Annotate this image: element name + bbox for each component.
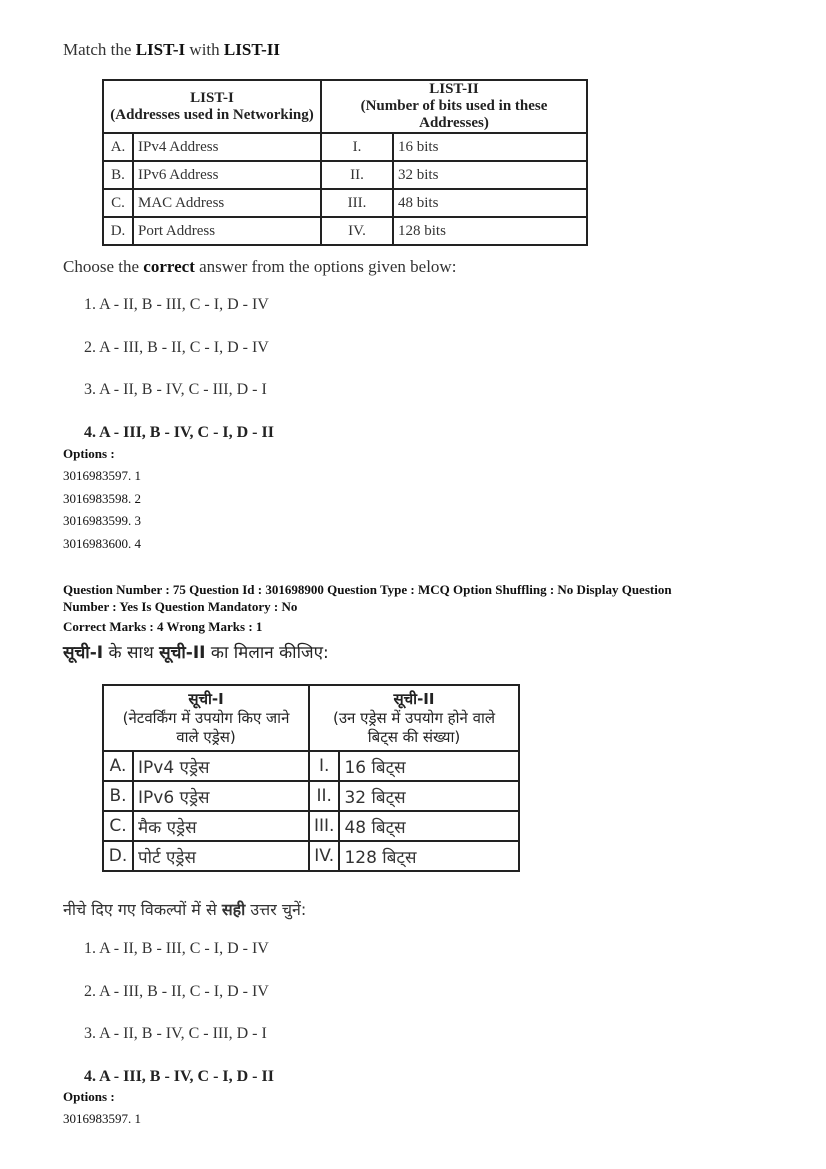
q1-match-table (102, 79, 588, 246)
row-letter: D. (103, 217, 133, 245)
row-roman: III. (321, 189, 393, 217)
row-item: IPv4 Address (133, 133, 321, 161)
q1-col1-title: LIST-I (190, 89, 234, 106)
row-letter: A. (103, 133, 133, 161)
row-item: IPv6 Address (133, 161, 321, 189)
q1-options-label (63, 446, 115, 462)
q1-instruction-mid: with (185, 40, 224, 59)
q2-answer-4: 4. A - III, B - IV, C - I, D - II (84, 1068, 274, 1085)
row-item: पोर्ट एड्रेस (133, 841, 309, 871)
q1-instruction (63, 40, 280, 60)
question-meta-line3: Correct Marks : 4 Wrong Marks : 1 (63, 619, 263, 634)
q2-instruction-mid: के साथ (103, 643, 160, 663)
q2-instruction (63, 640, 329, 663)
row-letter: C. (103, 811, 133, 841)
row-item: MAC Address (133, 189, 321, 217)
q2-col1-header (103, 685, 309, 751)
q2-answer-3: 3. A - II, B - IV, C - III, D - I (84, 1025, 267, 1042)
q2-choose-text (63, 898, 306, 920)
row-value: 128 बिट्स (339, 841, 519, 871)
row-roman: I. (321, 133, 393, 161)
q2-col2-title: सूची-II (393, 689, 435, 708)
question-meta-line1: Question Number : 75 Question Id : 301698900 Question Type : MCQ Option Shuffling : No Display Question (63, 582, 672, 597)
q1-option-id-2: 3016983598. 2 (63, 491, 141, 506)
row-roman: III. (309, 811, 339, 841)
q1-answer-4: 4. A - III, B - IV, C - I, D - II (84, 424, 274, 441)
row-item: मैक एड्रेस (133, 811, 309, 841)
row-letter: C. (103, 189, 133, 217)
row-roman: IV. (309, 841, 339, 871)
row-value: 48 bits (393, 189, 587, 217)
question-meta-line2: Number : Yes Is Question Mandatory : No (63, 599, 298, 614)
row-item: Port Address (133, 217, 321, 245)
q1-table-header (103, 80, 587, 133)
q1-option-id-4: 3016983600. 4 (63, 536, 141, 551)
table-row (103, 781, 519, 811)
q2-instruction-list2: सूची-II (159, 643, 206, 663)
table-row (103, 217, 587, 245)
q2-table-header (103, 685, 519, 751)
q2-col2-subtitle-2: बिट्स की संख्या) (367, 727, 461, 746)
q1-col2-subtitle: (Number of bits used in these Addresses) (360, 98, 548, 131)
q2-answer-2: 2. A - III, B - II, C - I, D - IV (84, 983, 269, 1000)
row-value: 32 बिट्स (339, 781, 519, 811)
q2-instruction-list1: सूची-I (63, 643, 104, 663)
q1-col1-subtitle: (Addresses used in Networking) (110, 106, 314, 123)
q2-col2-header (309, 685, 519, 751)
row-roman: I. (309, 751, 339, 781)
q1-col1-header (103, 80, 321, 133)
table-row (103, 751, 519, 781)
q2-choose-bold: सही (221, 900, 246, 919)
q1-instruction-list1: LIST-I (135, 40, 186, 59)
q1-choose-pre: Choose the (63, 257, 144, 276)
q2-col1-subtitle-1: (नेटवर्किंग में उपयोग किए जाने (122, 708, 290, 727)
q2-col2-subtitle-1: (उन एड्रेस में उपयोग होने वाले (332, 708, 495, 727)
q1-instruction-list2: LIST-II (223, 40, 280, 59)
q1-instruction-text: Match the (63, 40, 136, 59)
row-value: 16 बिट्स (339, 751, 519, 781)
q1-choose-bold: correct (143, 257, 195, 276)
q1-options-label-text: Options : (63, 446, 115, 461)
q1-answer-3: 3. A - II, B - IV, C - III, D - I (84, 381, 267, 398)
row-roman: IV. (321, 217, 393, 245)
q1-answer-2: 2. A - III, B - II, C - I, D - IV (84, 339, 269, 356)
table-row (103, 133, 587, 161)
q2-match-table (102, 684, 520, 872)
q1-answer-1: 1. A - II, B - III, C - I, D - IV (84, 296, 269, 313)
q2-col1-subtitle-2: वाले एड्रेस) (176, 727, 236, 746)
row-roman: II. (309, 781, 339, 811)
q1-option-id-3: 3016983599. 3 (63, 513, 141, 528)
row-value: 16 bits (393, 133, 587, 161)
row-letter: A. (103, 751, 133, 781)
q1-col2-title: LIST-II (429, 81, 479, 97)
q1-col2-header (321, 80, 587, 133)
row-letter: B. (103, 161, 133, 189)
row-value: 32 bits (393, 161, 587, 189)
q2-instruction-post: का मिलान कीजिए: (205, 643, 329, 663)
q1-choose-text (63, 257, 456, 277)
row-item: IPv6 एड्रेस (133, 781, 309, 811)
q2-choose-post: उत्तर चुनें: (245, 900, 307, 919)
row-value: 48 बिट्स (339, 811, 519, 841)
q1-choose-post: answer from the options given below: (194, 257, 457, 276)
row-letter: D. (103, 841, 133, 871)
row-roman: II. (321, 161, 393, 189)
table-row (103, 811, 519, 841)
q2-options-label-text: Options : (63, 1089, 115, 1104)
q2-col1-title: सूची-I (188, 689, 224, 708)
q2-answer-1: 1. A - II, B - III, C - I, D - IV (84, 940, 269, 957)
row-value: 128 bits (393, 217, 587, 245)
table-row (103, 841, 519, 871)
row-item: IPv4 एड्रेस (133, 751, 309, 781)
q2-options-label (63, 1089, 115, 1105)
table-row (103, 161, 587, 189)
row-letter: B. (103, 781, 133, 811)
q2-choose-pre: नीचे दिए गए विकल्पों में से (63, 900, 222, 919)
q2-option-id-1: 3016983597. 1 (63, 1111, 141, 1126)
table-row (103, 189, 587, 217)
q1-option-id-1: 3016983597. 1 (63, 468, 141, 483)
